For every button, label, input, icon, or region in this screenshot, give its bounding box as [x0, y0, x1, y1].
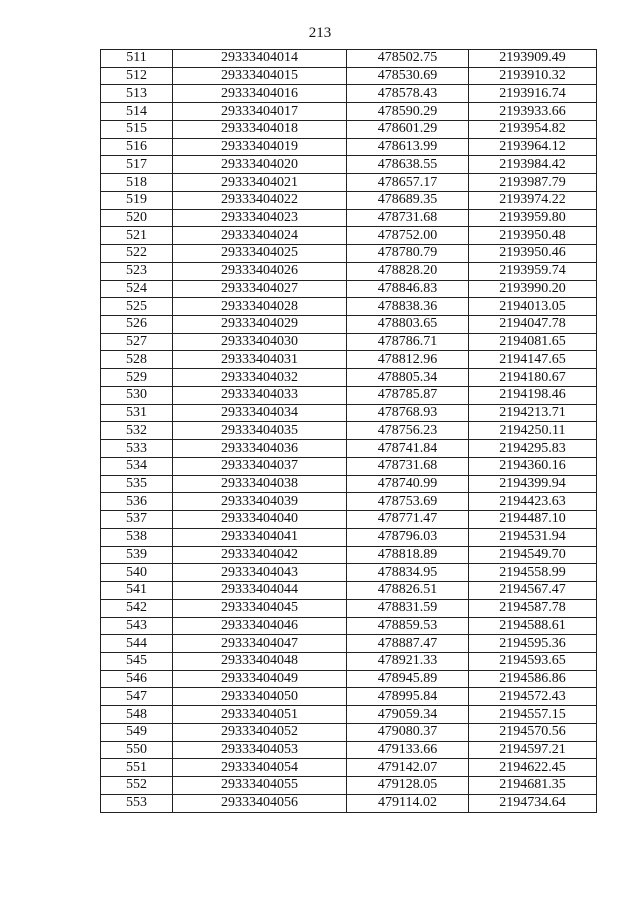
y-coordinate-cell: 2194588.61 [469, 617, 597, 635]
y-coordinate-cell: 2194013.05 [469, 298, 597, 316]
point-id-cell: 29333404021 [173, 174, 347, 192]
table-row [101, 652, 597, 670]
table-row [101, 422, 597, 440]
point-id-cell: 29333404024 [173, 227, 347, 245]
x-coordinate-cell: 478731.68 [347, 457, 469, 475]
x-coordinate-cell: 478828.20 [347, 262, 469, 280]
table-row [101, 475, 597, 493]
point-id-cell: 29333404049 [173, 670, 347, 688]
y-coordinate-cell: 2194597.21 [469, 741, 597, 759]
y-coordinate-cell: 2193959.74 [469, 262, 597, 280]
row-index-cell: 541 [101, 582, 173, 600]
row-index-cell: 513 [101, 85, 173, 103]
row-index-cell: 527 [101, 333, 173, 351]
point-id-cell: 29333404015 [173, 67, 347, 85]
point-id-cell: 29333404050 [173, 688, 347, 706]
point-id-cell: 29333404017 [173, 103, 347, 121]
y-coordinate-cell: 2194147.65 [469, 351, 597, 369]
point-id-cell: 29333404030 [173, 333, 347, 351]
table-row [101, 457, 597, 475]
y-coordinate-cell: 2194047.78 [469, 316, 597, 334]
table-row [101, 582, 597, 600]
x-coordinate-cell: 478601.29 [347, 120, 469, 138]
y-coordinate-cell: 2194360.16 [469, 457, 597, 475]
y-coordinate-cell: 2193984.42 [469, 156, 597, 174]
point-id-cell: 29333404042 [173, 546, 347, 564]
x-coordinate-cell: 479128.05 [347, 777, 469, 795]
table-row [101, 599, 597, 617]
y-coordinate-cell: 2193990.20 [469, 280, 597, 298]
x-coordinate-cell: 478812.96 [347, 351, 469, 369]
row-index-cell: 530 [101, 386, 173, 404]
table-row [101, 546, 597, 564]
point-id-cell: 29333404036 [173, 440, 347, 458]
point-id-cell: 29333404028 [173, 298, 347, 316]
y-coordinate-cell: 2194557.15 [469, 706, 597, 724]
point-id-cell: 29333404033 [173, 386, 347, 404]
table-row [101, 174, 597, 192]
x-coordinate-cell: 478786.71 [347, 333, 469, 351]
x-coordinate-cell: 478590.29 [347, 103, 469, 121]
x-coordinate-cell: 479114.02 [347, 794, 469, 812]
y-coordinate-cell: 2193950.46 [469, 245, 597, 263]
x-coordinate-cell: 478613.99 [347, 138, 469, 156]
y-coordinate-cell: 2194081.65 [469, 333, 597, 351]
point-id-cell: 29333404031 [173, 351, 347, 369]
y-coordinate-cell: 2194487.10 [469, 511, 597, 529]
row-index-cell: 518 [101, 174, 173, 192]
point-id-cell: 29333404054 [173, 759, 347, 777]
x-coordinate-cell: 479059.34 [347, 706, 469, 724]
x-coordinate-cell: 478921.33 [347, 652, 469, 670]
point-id-cell: 29333404026 [173, 262, 347, 280]
row-index-cell: 526 [101, 316, 173, 334]
row-index-cell: 520 [101, 209, 173, 227]
x-coordinate-cell: 478995.84 [347, 688, 469, 706]
row-index-cell: 511 [101, 50, 173, 68]
y-coordinate-cell: 2194622.45 [469, 759, 597, 777]
row-index-cell: 548 [101, 706, 173, 724]
point-id-cell: 29333404040 [173, 511, 347, 529]
table-row [101, 564, 597, 582]
table-row [101, 280, 597, 298]
point-id-cell: 29333404047 [173, 635, 347, 653]
row-index-cell: 552 [101, 777, 173, 795]
x-coordinate-cell: 478803.65 [347, 316, 469, 334]
x-coordinate-cell: 479133.66 [347, 741, 469, 759]
row-index-cell: 528 [101, 351, 173, 369]
x-coordinate-cell: 479142.07 [347, 759, 469, 777]
row-index-cell: 545 [101, 652, 173, 670]
table-row [101, 528, 597, 546]
point-id-cell: 29333404018 [173, 120, 347, 138]
y-coordinate-cell: 2194681.35 [469, 777, 597, 795]
point-id-cell: 29333404048 [173, 652, 347, 670]
row-index-cell: 517 [101, 156, 173, 174]
x-coordinate-cell: 478838.36 [347, 298, 469, 316]
point-id-cell: 29333404056 [173, 794, 347, 812]
point-id-cell: 29333404045 [173, 599, 347, 617]
x-coordinate-cell: 478785.87 [347, 386, 469, 404]
point-id-cell: 29333404034 [173, 404, 347, 422]
row-index-cell: 539 [101, 546, 173, 564]
x-coordinate-cell: 478831.59 [347, 599, 469, 617]
table-row [101, 741, 597, 759]
x-coordinate-cell: 478796.03 [347, 528, 469, 546]
x-coordinate-cell: 478741.84 [347, 440, 469, 458]
x-coordinate-cell: 478502.75 [347, 50, 469, 68]
table-row [101, 262, 597, 280]
x-coordinate-cell: 478530.69 [347, 67, 469, 85]
row-index-cell: 516 [101, 138, 173, 156]
row-index-cell: 519 [101, 191, 173, 209]
row-index-cell: 550 [101, 741, 173, 759]
y-coordinate-cell: 2194423.63 [469, 493, 597, 511]
table-row [101, 227, 597, 245]
y-coordinate-cell: 2193959.80 [469, 209, 597, 227]
x-coordinate-cell: 478689.35 [347, 191, 469, 209]
table-row [101, 777, 597, 795]
x-coordinate-cell: 478887.47 [347, 635, 469, 653]
row-index-cell: 547 [101, 688, 173, 706]
x-coordinate-cell: 478740.99 [347, 475, 469, 493]
row-index-cell: 537 [101, 511, 173, 529]
row-index-cell: 551 [101, 759, 173, 777]
y-coordinate-cell: 2194549.70 [469, 546, 597, 564]
x-coordinate-cell: 478805.34 [347, 369, 469, 387]
y-coordinate-cell: 2194734.64 [469, 794, 597, 812]
table-row [101, 706, 597, 724]
table-row [101, 493, 597, 511]
table-row [101, 333, 597, 351]
point-id-cell: 29333404039 [173, 493, 347, 511]
x-coordinate-cell: 478657.17 [347, 174, 469, 192]
y-coordinate-cell: 2193950.48 [469, 227, 597, 245]
table-row [101, 617, 597, 635]
y-coordinate-cell: 2194198.46 [469, 386, 597, 404]
table-row [101, 404, 597, 422]
point-id-cell: 29333404046 [173, 617, 347, 635]
point-id-cell: 29333404025 [173, 245, 347, 263]
x-coordinate-cell: 478756.23 [347, 422, 469, 440]
row-index-cell: 522 [101, 245, 173, 263]
y-coordinate-cell: 2193916.74 [469, 85, 597, 103]
x-coordinate-cell: 478859.53 [347, 617, 469, 635]
y-coordinate-cell: 2194595.36 [469, 635, 597, 653]
x-coordinate-cell: 478846.83 [347, 280, 469, 298]
point-id-cell: 29333404029 [173, 316, 347, 334]
table-row [101, 156, 597, 174]
table-row [101, 103, 597, 121]
x-coordinate-cell: 478818.89 [347, 546, 469, 564]
table-row [101, 209, 597, 227]
y-coordinate-cell: 2194587.78 [469, 599, 597, 617]
row-index-cell: 536 [101, 493, 173, 511]
table-row [101, 511, 597, 529]
row-index-cell: 531 [101, 404, 173, 422]
x-coordinate-cell: 478834.95 [347, 564, 469, 582]
x-coordinate-cell: 478578.43 [347, 85, 469, 103]
x-coordinate-cell: 478780.79 [347, 245, 469, 263]
table-row [101, 85, 597, 103]
row-index-cell: 540 [101, 564, 173, 582]
x-coordinate-cell: 478753.69 [347, 493, 469, 511]
table-row [101, 245, 597, 263]
row-index-cell: 525 [101, 298, 173, 316]
y-coordinate-cell: 2194570.56 [469, 723, 597, 741]
row-index-cell: 515 [101, 120, 173, 138]
table-row [101, 120, 597, 138]
y-coordinate-cell: 2193910.32 [469, 67, 597, 85]
table-row [101, 688, 597, 706]
x-coordinate-cell: 478752.00 [347, 227, 469, 245]
table-row [101, 138, 597, 156]
row-index-cell: 534 [101, 457, 173, 475]
row-index-cell: 521 [101, 227, 173, 245]
point-id-cell: 29333404014 [173, 50, 347, 68]
row-index-cell: 542 [101, 599, 173, 617]
point-id-cell: 29333404022 [173, 191, 347, 209]
point-id-cell: 29333404051 [173, 706, 347, 724]
y-coordinate-cell: 2193987.79 [469, 174, 597, 192]
y-coordinate-cell: 2193933.66 [469, 103, 597, 121]
y-coordinate-cell: 2193964.12 [469, 138, 597, 156]
table-row [101, 670, 597, 688]
row-index-cell: 523 [101, 262, 173, 280]
coordinates-table [100, 49, 597, 813]
point-id-cell: 29333404053 [173, 741, 347, 759]
x-coordinate-cell: 479080.37 [347, 723, 469, 741]
y-coordinate-cell: 2193909.49 [469, 50, 597, 68]
x-coordinate-cell: 478768.93 [347, 404, 469, 422]
table-row [101, 369, 597, 387]
y-coordinate-cell: 2194572.43 [469, 688, 597, 706]
y-coordinate-cell: 2194295.83 [469, 440, 597, 458]
table-row [101, 50, 597, 68]
table-row [101, 440, 597, 458]
table-row [101, 298, 597, 316]
y-coordinate-cell: 2193974.22 [469, 191, 597, 209]
table-row [101, 67, 597, 85]
row-index-cell: 535 [101, 475, 173, 493]
point-id-cell: 29333404023 [173, 209, 347, 227]
point-id-cell: 29333404044 [173, 582, 347, 600]
row-index-cell: 524 [101, 280, 173, 298]
point-id-cell: 29333404052 [173, 723, 347, 741]
point-id-cell: 29333404043 [173, 564, 347, 582]
row-index-cell: 544 [101, 635, 173, 653]
point-id-cell: 29333404032 [173, 369, 347, 387]
point-id-cell: 29333404037 [173, 457, 347, 475]
table-row [101, 759, 597, 777]
table-row [101, 191, 597, 209]
point-id-cell: 29333404027 [173, 280, 347, 298]
table-row [101, 386, 597, 404]
row-index-cell: 538 [101, 528, 173, 546]
row-index-cell: 532 [101, 422, 173, 440]
page-number: 213 [308, 25, 332, 41]
y-coordinate-cell: 2194399.94 [469, 475, 597, 493]
point-id-cell: 29333404038 [173, 475, 347, 493]
row-index-cell: 543 [101, 617, 173, 635]
y-coordinate-cell: 2194567.47 [469, 582, 597, 600]
y-coordinate-cell: 2194213.71 [469, 404, 597, 422]
point-id-cell: 29333404035 [173, 422, 347, 440]
row-index-cell: 533 [101, 440, 173, 458]
point-id-cell: 29333404055 [173, 777, 347, 795]
y-coordinate-cell: 2194586.86 [469, 670, 597, 688]
y-coordinate-cell: 2193954.82 [469, 120, 597, 138]
x-coordinate-cell: 478945.89 [347, 670, 469, 688]
y-coordinate-cell: 2194558.99 [469, 564, 597, 582]
y-coordinate-cell: 2194180.67 [469, 369, 597, 387]
row-index-cell: 553 [101, 794, 173, 812]
x-coordinate-cell: 478731.68 [347, 209, 469, 227]
x-coordinate-cell: 478771.47 [347, 511, 469, 529]
y-coordinate-cell: 2194593.65 [469, 652, 597, 670]
table-row [101, 723, 597, 741]
row-index-cell: 546 [101, 670, 173, 688]
row-index-cell: 529 [101, 369, 173, 387]
x-coordinate-cell: 478638.55 [347, 156, 469, 174]
table-row [101, 794, 597, 812]
point-id-cell: 29333404041 [173, 528, 347, 546]
point-id-cell: 29333404016 [173, 85, 347, 103]
row-index-cell: 512 [101, 67, 173, 85]
table-row [101, 635, 597, 653]
table-row [101, 351, 597, 369]
table-row [101, 316, 597, 334]
row-index-cell: 514 [101, 103, 173, 121]
point-id-cell: 29333404020 [173, 156, 347, 174]
table-body [101, 50, 597, 813]
point-id-cell: 29333404019 [173, 138, 347, 156]
x-coordinate-cell: 478826.51 [347, 582, 469, 600]
y-coordinate-cell: 2194250.11 [469, 422, 597, 440]
y-coordinate-cell: 2194531.94 [469, 528, 597, 546]
row-index-cell: 549 [101, 723, 173, 741]
